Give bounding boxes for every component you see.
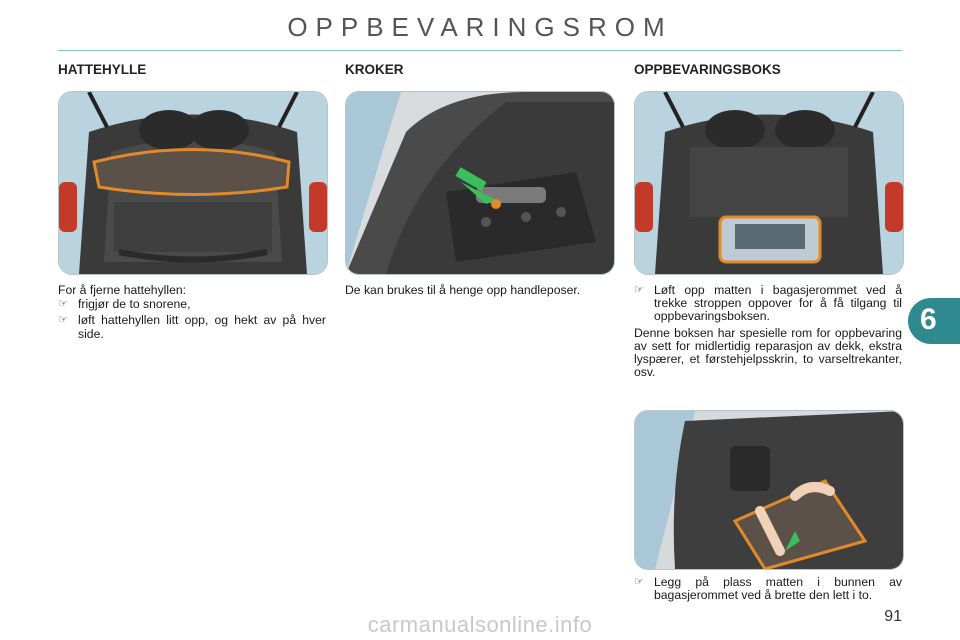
pointing-hand-icon: ☞ (58, 298, 68, 311)
list-item (58, 298, 326, 311)
hat-shelf-photo (58, 91, 328, 275)
pointing-hand-icon: ☞ (634, 576, 644, 588)
page-title: OPPBEVARINGSROM (287, 12, 673, 42)
list-item (634, 576, 902, 602)
storage-box-photo (634, 91, 904, 275)
list-item (634, 284, 902, 324)
watermark: carmanualsonline.info (367, 612, 593, 637)
chapter-tab (908, 298, 960, 344)
hooks-photo (345, 91, 615, 275)
bullet-text: løft hattehyllen litt opp, og hekt av på hver side. (78, 313, 326, 341)
bullet-text: Løft opp matten i bagasjerommet ved å trekke stroppen oppover for å få tilgang til oppbevaringsboksen. (654, 283, 902, 324)
mat-folding-photo (634, 410, 904, 570)
kroker-text: De kan brukes til å henge opp handleposer. (345, 283, 581, 297)
heading-oppbevaringsboks: OPPBEVARINGSBOKS (634, 62, 781, 77)
list-item (58, 314, 326, 340)
hattehylle-text (58, 284, 326, 341)
oppbevaringsboks-text (634, 284, 902, 379)
hattehylle-intro: For å fjerne hattehyllen: (58, 283, 187, 297)
page-number: 91 (884, 608, 902, 625)
chapter-number: 6 (920, 303, 937, 336)
oppbevaringsboks-text-2 (634, 576, 902, 602)
heading-kroker: KROKER (345, 62, 404, 77)
pointing-hand-icon: ☞ (58, 314, 68, 327)
bullet-text: Legg på plass matten i bunnen av bagasjerommet ved å brette den lett i to. (654, 575, 902, 603)
title-divider (58, 50, 902, 51)
bullet-text: frigjør de to snorene, (78, 297, 191, 312)
pointing-hand-icon: ☞ (634, 284, 644, 296)
oppbevaringsboks-paragraph: Denne boksen har spesielle rom for oppbevaring av sett for midlertidig reparasjon av dekk, ekstra lyspærer, et førstehjelpsskrin, to varseltrekanter, osv. (634, 325, 902, 380)
heading-hattehylle: HATTEHYLLE (58, 62, 147, 77)
